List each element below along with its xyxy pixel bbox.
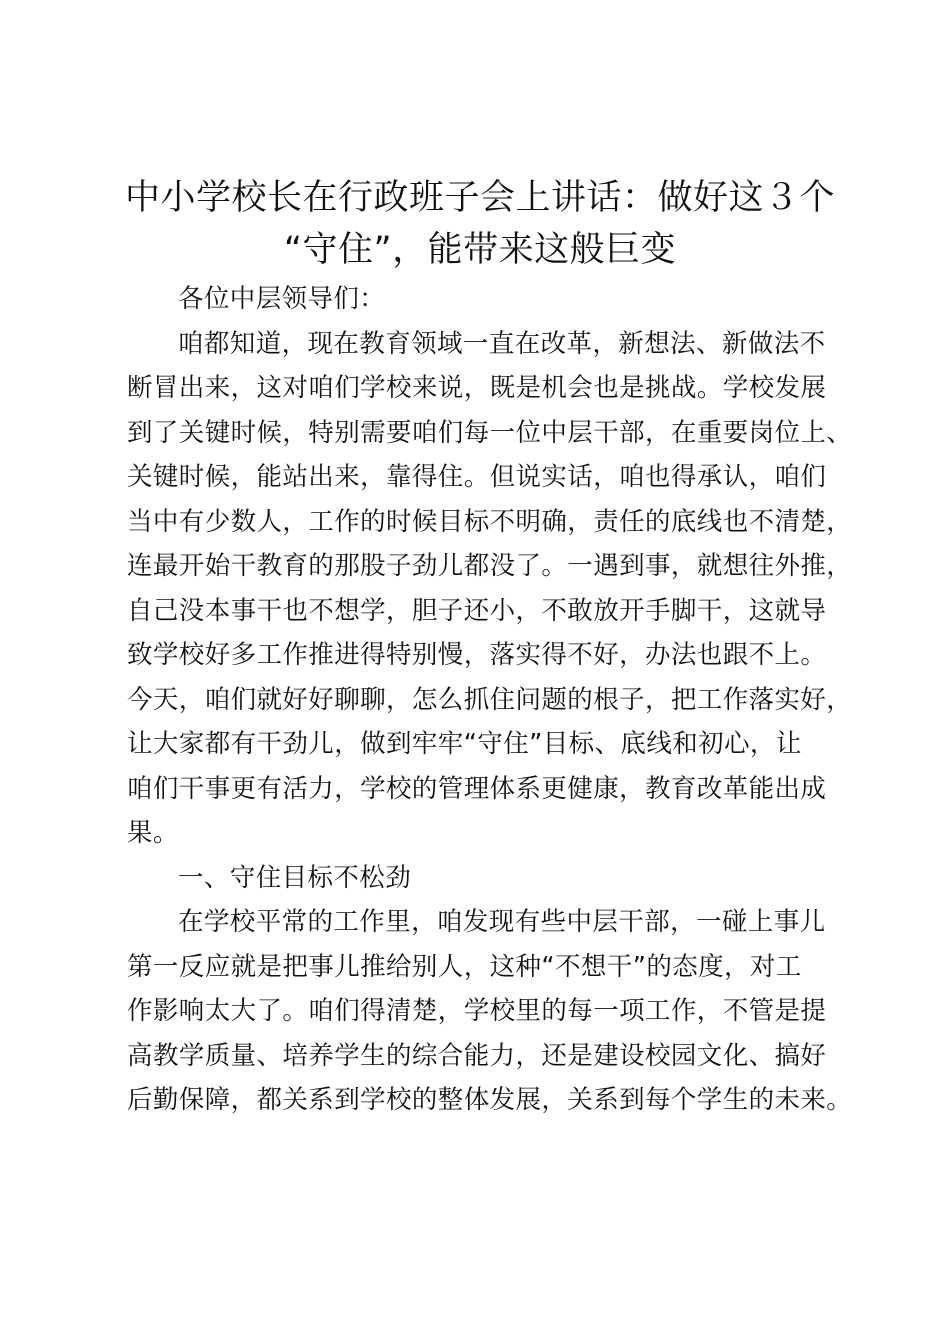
- intro-paragraph: [127, 322, 855, 856]
- text-line: 第一反应就是把事儿推给别人，这种“不想干”的态度，对工: [127, 951, 802, 982]
- section-1-heading: 一、守住目标不松劲: [178, 862, 412, 893]
- text-line: 自己没本事干也不想学，胆子还小，不敢放开手脚干，这就导: [127, 595, 827, 626]
- document-body: [127, 277, 855, 1123]
- section-1-paragraph: [127, 900, 855, 1123]
- text-line: 断冒出来，这对咱们学校来说，既是机会也是挑战。学校发展: [127, 373, 827, 403]
- text-line: 咱们干事更有活力，学校的管理体系更健康，教育改革能出成: [127, 773, 827, 804]
- title-line-2: “守住”，能带来这般巨变: [283, 230, 677, 270]
- text-line: 连最开始干教育的那股子劲儿都没了。一遇到事，就想往外推，: [127, 551, 853, 581]
- text-line: 在学校平常的工作里，咱发现有些中层干部，一碰上事儿: [178, 907, 826, 937]
- text-line: 到了关键时候，特别需要咱们每一位中层干部，在重要岗位上、: [127, 417, 853, 448]
- text-line: 今天，咱们就好好聊聊，怎么抓住问题的根子，把工作落实好，: [127, 684, 853, 715]
- title-line-1: 中小学校长在行政班子会上讲话：做好这３个: [124, 178, 835, 218]
- text-line: 致学校好多工作推进得特别慢，落实得不好，办法也跟不上。: [127, 640, 827, 670]
- text-line: 果。: [127, 818, 179, 848]
- text-line: 咱都知道，现在教育领域一直在改革，新想法、新做法不: [178, 328, 826, 359]
- text-line: 后勤保障，都关系到学校的整体发展，关系到每个学生的未来。: [127, 1085, 853, 1115]
- salutation: 各位中层领导们：: [178, 284, 386, 314]
- text-line: 关键时候，能站出来，靠得住。但说实话，咱也得承认，咱们: [127, 462, 827, 492]
- document-title: [110, 172, 850, 276]
- text-line: 作影响太大了。咱们得清楚，学校里的每一项工作，不管是提: [127, 996, 827, 1026]
- text-line: 当中有少数人，工作的时候目标不明确，责任的底线也不清楚，: [127, 506, 853, 537]
- text-line: 让大家都有干劲儿，做到牢牢“守住”目标、底线和初心，让: [127, 729, 802, 759]
- text-line: 高教学质量、培养学生的综合能力，还是建设校园文化、搞好: [127, 1040, 827, 1071]
